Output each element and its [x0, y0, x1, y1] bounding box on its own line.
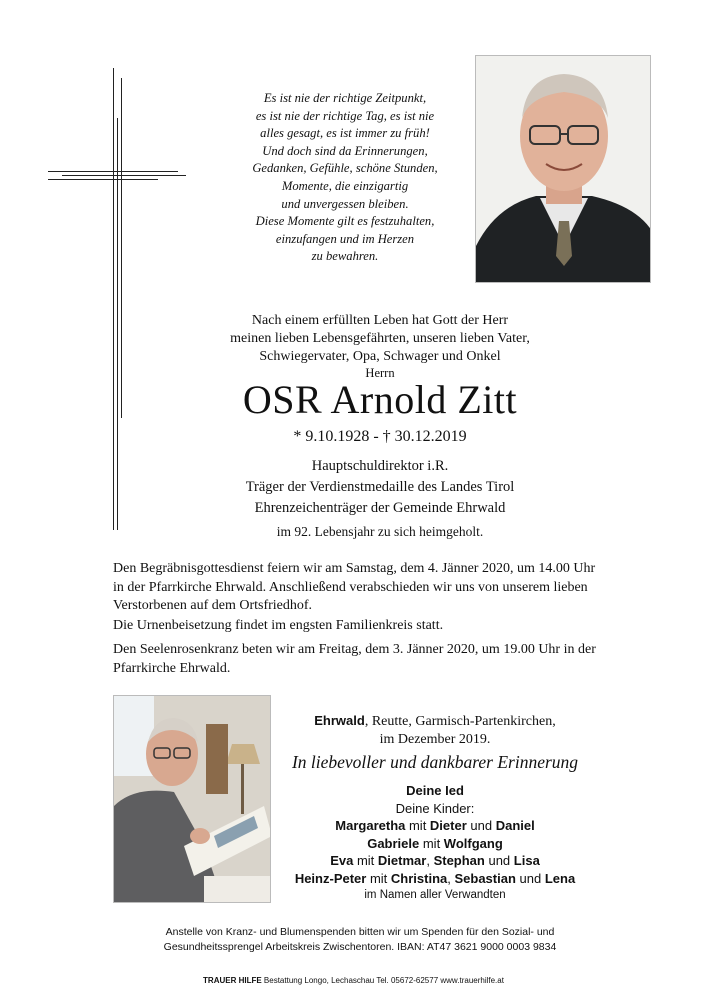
family-line: Gabriele mit Wolfgang — [367, 835, 503, 851]
donation-line: Anstelle von Kranz- und Blumenspenden bitten wir um Spenden für den Sozial- und — [165, 926, 555, 938]
family-line: Margaretha mit Dieter und Daniel — [335, 818, 535, 833]
life-dates: * 9.10.1928 - † 30.12.2019 — [293, 428, 467, 445]
poem-line: Momente, die einzigartig — [281, 178, 409, 193]
poem-line: Es ist nie der richtige Zeitpunkt, — [263, 91, 427, 105]
poem-line: Und doch sind da Erinnerungen, — [262, 143, 428, 158]
poem-line: Diese Momente gilt es festzuhalten, — [255, 214, 435, 229]
poem-line: zu bewahren. — [311, 249, 379, 264]
poem — [240, 90, 450, 266]
donation-note — [150, 925, 570, 955]
poem-line: einzufangen und im Herzen — [275, 231, 415, 246]
donation-line: Gesundheitssprengel Arbeitskreis Zwischentoren. IBAN: AT47 3621 9000 0003 9834 — [163, 941, 557, 953]
place-lead: Ehrwald — [314, 713, 365, 728]
family-line: Heinz-Peter mit Christina, Sebastian und Lena — [294, 870, 576, 886]
poem-line: Gedanken, Gefühle, schöne Stunden, — [252, 161, 438, 176]
portrait-photo — [475, 55, 651, 283]
funeral-paragraph: Den Begräbnisgottesdienst feiern wir am Samstag, dem 4. Jänner 2020, um 14.00 Uhr in der Pfarrkirche Ehrwald. Anschließend verabschieden wir uns von unserem lieben Verstorbenen auf dem Ortsfriedhof. — [113, 561, 596, 613]
footer-brand: TRAUER HILFE — [203, 976, 262, 985]
place-date-line: im Dezember 2019. — [379, 732, 491, 747]
family-list — [290, 782, 580, 905]
poem-line: alles gesagt, es ist immer zu früh! — [260, 126, 430, 141]
memory-line: In liebevoller und dankbarer Erinnerung — [291, 752, 579, 772]
relatives-note: im Namen aller Verwandten — [364, 889, 506, 901]
poem-line: es ist nie der richtige Tag, es ist nie — [255, 108, 435, 123]
title-line: Ehrenzeichenträger der Gemeinde Ehrwald — [254, 500, 506, 516]
title-line: Hauptschuldirektor i.R. — [311, 458, 449, 474]
place-rest: , Reutte, Garmisch-Partenkirchen, — [364, 714, 556, 729]
footer-text: Bestattung Longo, Lechaschau Tel. 05672-62577 www.trauerhilfe.at — [261, 976, 504, 985]
children-label: Deine Kinder: — [395, 800, 475, 816]
intro-line: Schwiegervater, Opa, Schwager und Onkel — [259, 349, 501, 364]
urn-paragraph: Die Urnenbeisetzung findet im engsten Familienkreis statt. — [113, 618, 444, 633]
deceased-name: OSR Arnold Zitt — [242, 377, 518, 422]
partner-name: Deine Ied — [406, 783, 464, 798]
intro-line: meinen lieben Lebensgefährten, unseren lieben Vater, — [230, 331, 530, 346]
place-date — [290, 712, 580, 748]
title-line: Träger der Verdienstmedaille des Landes Tirol — [245, 479, 515, 495]
intro-text — [200, 312, 560, 366]
family-line: Eva mit Dietmar, Stephan und Lisa — [330, 853, 540, 868]
age-note: im 92. Lebensjahr zu sich heimgeholt. — [276, 524, 484, 539]
footer — [0, 976, 707, 985]
reading-photo — [113, 695, 271, 903]
honorific-titles — [200, 456, 560, 519]
rosary-paragraph: Den Seelenrosenkranz beten wir am Freitag, dem 3. Jänner 2020, um 19.00 Uhr in der Pfarrkirche Ehrwald. — [113, 642, 596, 676]
intro-line: Nach einem erfüllten Leben hat Gott der Herr — [251, 313, 509, 328]
poem-line: und unvergessen bleiben. — [281, 196, 409, 211]
salutation: Herrn — [365, 366, 395, 380]
